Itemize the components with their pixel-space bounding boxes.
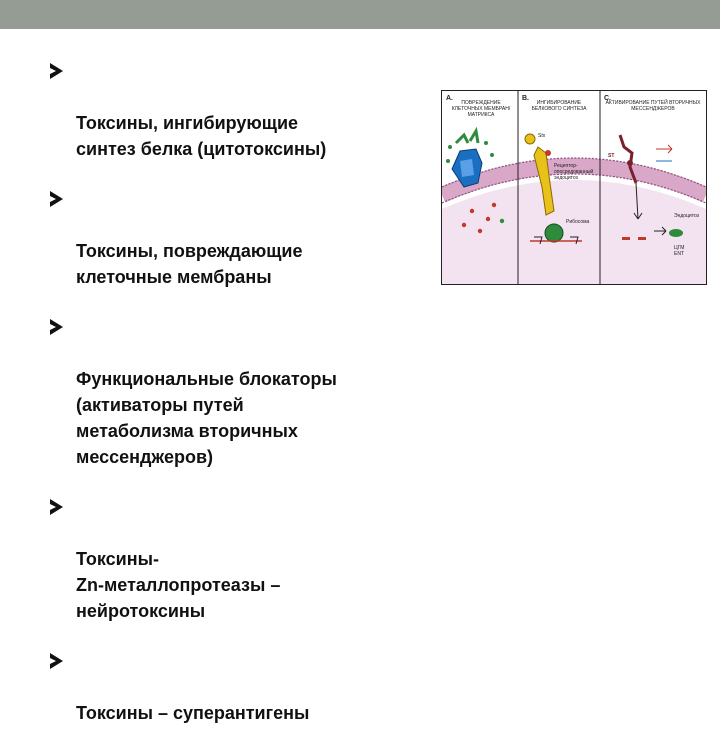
bullet-text: Токсины- Zn-металлопротеазы – нейротоксины (76, 549, 281, 621)
toxin-mechanisms-figure (441, 90, 707, 285)
bullet-text: Токсины, ингибирующие синтез белка (цитотоксины) (76, 113, 327, 159)
panel-label: B. (522, 95, 529, 102)
ribosome-label: Рибосома (566, 219, 590, 225)
bullet-superantigens (50, 648, 410, 726)
receptor-endocytosis-label: Рецептор-опосредованный эндоцитоз (554, 163, 594, 181)
panel-label: A. (446, 95, 453, 102)
mechanisms-diagram (442, 91, 706, 284)
bullet-membrane-toxins (50, 186, 410, 290)
ent-label: ENT (674, 251, 684, 257)
bullet-text: Функциональные блокаторы (активаторы путей метаболизма вторичных мессенджеров) (76, 369, 337, 467)
toxin-types-list (50, 58, 410, 750)
panel-caption: АКТИВИРОВАНИЕ ПУТЕЙ ВТОРИЧНЫХ МЕССЕНДЖЕРОВ (605, 100, 701, 112)
arrow-bullet-icon (50, 319, 63, 335)
arrow-bullet-icon (50, 653, 63, 669)
cgmp-label: ЦГМ (674, 245, 685, 251)
bullet-functional-blockers (50, 314, 410, 470)
panel-caption: ПОВРЕЖДЕНИЕ КЛЕТОЧНЫХ МЕМБРАН/МАТРИКСА (451, 100, 511, 118)
bullet-neurotoxins (50, 494, 410, 624)
arrow-bullet-icon (50, 191, 63, 207)
panel-label: C. (604, 95, 611, 102)
slide-header-bar (0, 0, 720, 29)
bullet-text: Токсины, повреждающие клеточные мембраны (76, 241, 303, 287)
arrow-bullet-icon (50, 63, 63, 79)
bullet-text: Токсины – суперантигены (76, 703, 310, 723)
st-label: ST (608, 153, 615, 159)
panel-caption: ИНГИБИРОВАНИЕ БЕЛКОВОГО СИНТЕЗА (531, 100, 587, 112)
bullet-cytotoxins (50, 58, 410, 162)
arrow-bullet-icon (50, 499, 63, 515)
stx-label: Stx (538, 133, 546, 139)
endocytosis-label: Эндоцитоз (674, 213, 699, 219)
